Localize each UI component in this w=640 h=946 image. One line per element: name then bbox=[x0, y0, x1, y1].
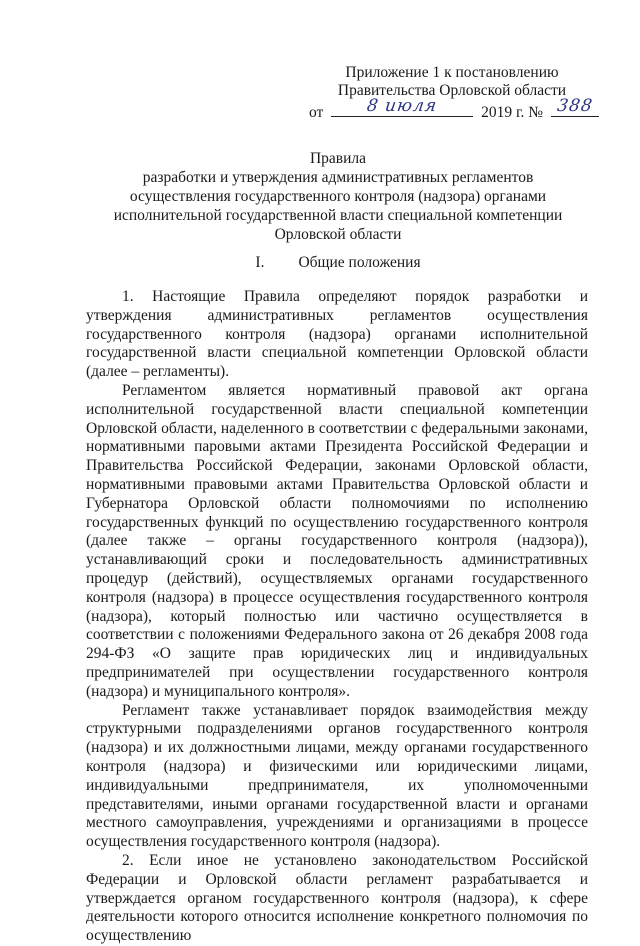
body-text bbox=[86, 288, 588, 946]
paragraph-4: 2. Если иное не установлено законодательством Российской Федерации и Орловской области регламент разрабатывается и утверждается органом государственного контроля (надзора), к сфере деятельности которого относится исполнение конкретного полномочия по осуществлению bbox=[86, 851, 588, 945]
from-label: от bbox=[309, 104, 324, 121]
paragraph-2: Регламентом является нормативный правовой акт органа исполнительной государственной власти специальной компетенции Орловской области, наделенного в соответствии с федеральными законами, нормативными паровыми актами Президента Российской Федерации и Правительства Российской Федерации, законами Орловской области, нормативными правовыми актами Правительства Орловской области и Губернатора Орловской области полномочиями по исполнению государственных функций по осуществлению государственного контроля (далее также – органы государственного контроля (надзора)), устанавливающий сроки и последовательность административных процедур (действий), осуществляемых органами государственного контроля (надзора) в процессе осуществления государственного контроля (надзора), который полностью или частично осуществляется в соответствии с положениями Федерального закона от 26 декабря 2008 года 294-ФЗ «О защите прав юридических лиц и индивидуальных предпринимателей при осуществлении государственного контроля (надзора) и муниципального контроля». bbox=[86, 381, 588, 700]
appendix-date-number-line bbox=[309, 96, 595, 122]
year-number-label: 2019 г. № bbox=[481, 104, 544, 121]
title-line-4: исполнительной государственной власти специальной компетенции bbox=[113, 207, 563, 224]
handwritten-number: 388 bbox=[555, 96, 595, 116]
date-blank-field bbox=[331, 96, 473, 117]
appendix-line-2: Правительства Орловской области bbox=[337, 82, 567, 99]
title-line-2: разработки и утверждения административных регламентов bbox=[142, 169, 534, 186]
paragraph-3: Регламент также устанавливает порядок взаимодействия между структурными подразделениями органов государственного контроля (надзора) и их должностными лицами, между органами государственного контроля (надзора) и физическими или юридическими лицами, индивидуальными предпринимателя, их уполномоченными представителями, иными органами государственной власти и органами местного самоуправления, учреждениями и организациями в процессе осуществления государственного контроля (надзора). bbox=[86, 701, 588, 851]
section-number: I. bbox=[255, 254, 265, 271]
document-title bbox=[60, 149, 616, 244]
paragraph-1: 1. Настоящие Правила определяют порядок разработки и утверждения административных регламентов осуществления государственного контроля (надзора) органами исполнительной государственной власти специальной компетенции Орловской области (далее – регламенты). bbox=[86, 288, 588, 381]
title-line-5: Орловской области bbox=[274, 226, 402, 243]
number-blank-field bbox=[551, 96, 599, 117]
section-title: Общие положения bbox=[298, 254, 421, 271]
title-line-3: осуществления государственного контроля (надзора) органами bbox=[129, 188, 547, 205]
section-heading bbox=[60, 254, 616, 272]
title-line-1: Правила bbox=[309, 150, 367, 167]
appendix-header bbox=[309, 64, 595, 122]
appendix-line-1: Приложение 1 к постановлению bbox=[345, 64, 559, 81]
handwritten-date: 8 июля bbox=[365, 96, 439, 116]
